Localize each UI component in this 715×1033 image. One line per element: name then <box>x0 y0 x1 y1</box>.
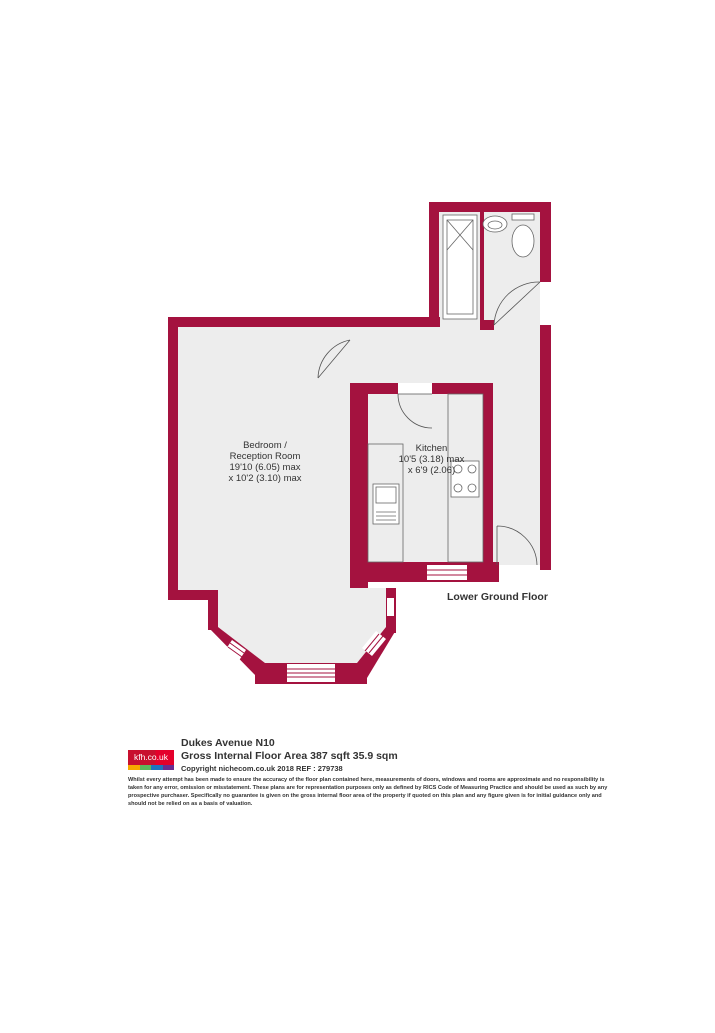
wall-kitchen-left <box>350 383 368 588</box>
copyright: Copyright nichecom.co.uk 2018 REF : 279738 <box>181 764 343 773</box>
kitchen-dim-2: x 6'9 (2.06) <box>407 465 456 476</box>
floor-label: Lower Ground Floor <box>447 591 548 603</box>
wall-bath-top <box>429 202 551 212</box>
bedroom-dim-2: x 10'2 (3.10) max <box>228 473 302 484</box>
wall-kitchen-right <box>483 383 493 578</box>
logo-swatch-1 <box>128 765 140 770</box>
window-bay-bottom <box>287 664 335 682</box>
toilet <box>512 225 534 257</box>
sink <box>373 484 399 524</box>
kfh-logo-strip <box>128 765 174 770</box>
bedroom-label <box>205 440 325 484</box>
disclaimer: Whilst every attempt has been made to ensure the accuracy of the floor plan contained here, measurements of doors, windows and rooms are approximate and no responsibility is taken for any error, omission or misstatement. These plans are for representation purposes only as defined by RICS Code of Measuring Practice and should be used as such by any prospective purchaser. Specifically no guarantee is given on the gross internal floor area of the property if quoted on this plan and any figure given is for initial guidance only and should not be relied on as a basis of valuation. <box>128 777 608 807</box>
kitchen-dim-1: 10'5 (3.18) max <box>398 454 465 465</box>
wall-kitchen-bottom <box>350 562 499 582</box>
property-name: Dukes Avenue N10 <box>181 737 275 749</box>
wall-bath-partition <box>480 212 484 327</box>
wall-kitchen-top-left <box>350 383 398 394</box>
window-bay-side <box>387 598 394 616</box>
wall-bath-left <box>429 202 439 327</box>
bath-tub <box>443 215 477 319</box>
gross-internal-area: Gross Internal Floor Area 387 sqft 35.9 sqm <box>181 750 398 762</box>
logo-swatch-4 <box>163 765 175 770</box>
wall-top-left <box>168 317 440 327</box>
kitchen-label <box>384 443 479 476</box>
wall-bath-right <box>540 202 551 282</box>
bedroom-name-2: Reception Room <box>229 451 301 462</box>
kfh-logo: kfh.co.uk <box>128 750 174 770</box>
toilet-cistern <box>512 214 534 220</box>
logo-swatch-3 <box>151 765 163 770</box>
wall-left <box>168 317 178 600</box>
bedroom-dim-1: 19'10 (6.05) max <box>229 462 301 473</box>
hall-floor <box>350 327 540 383</box>
bedroom-name: Bedroom / <box>243 440 287 451</box>
wall-right-outer <box>540 325 551 570</box>
logo-swatch-2 <box>140 765 152 770</box>
basin <box>483 216 507 232</box>
window-kitchen <box>427 565 467 580</box>
kitchen-name: Kitchen <box>415 443 448 454</box>
wall-bay-left-vert <box>208 590 218 630</box>
